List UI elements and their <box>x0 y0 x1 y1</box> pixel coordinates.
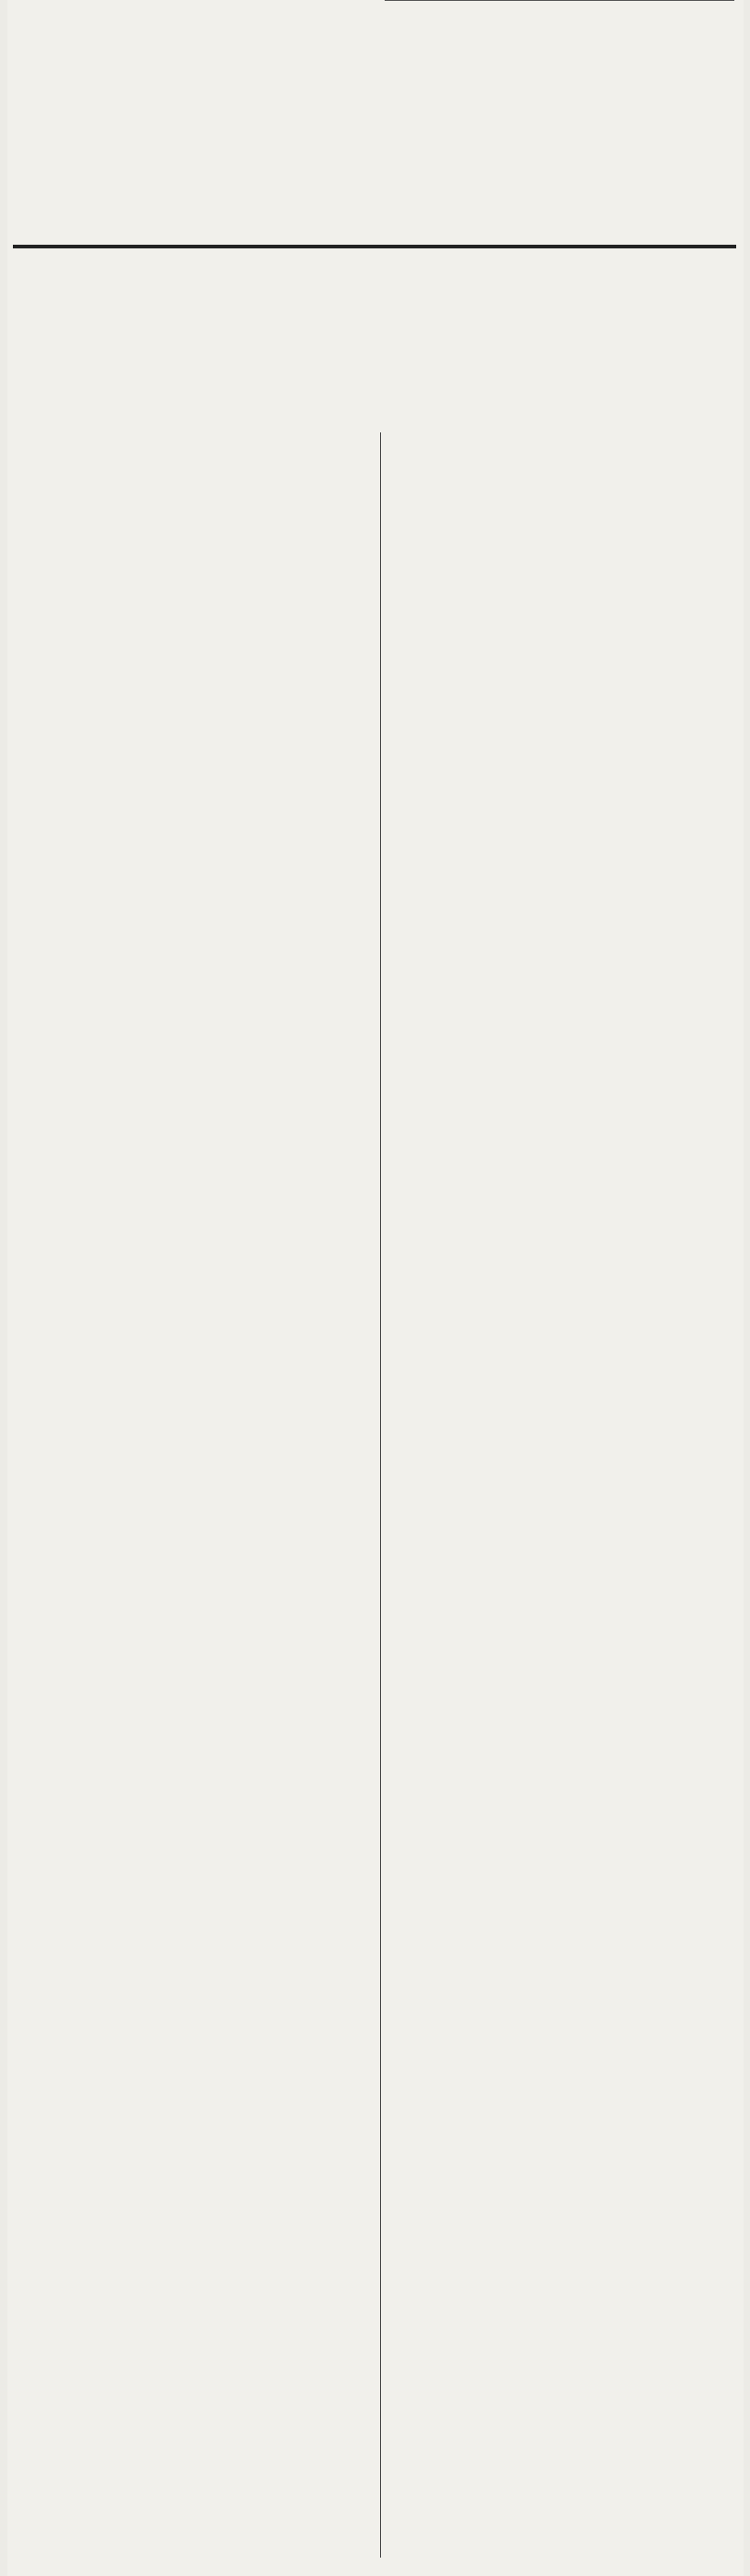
right-column <box>390 432 729 441</box>
left-column <box>37 432 374 441</box>
bleed-through-text <box>260 204 388 347</box>
signature-rule <box>385 0 734 1</box>
newspaper-clipping <box>7 0 744 2576</box>
top-rule <box>13 245 736 248</box>
column-divider <box>380 432 381 2558</box>
